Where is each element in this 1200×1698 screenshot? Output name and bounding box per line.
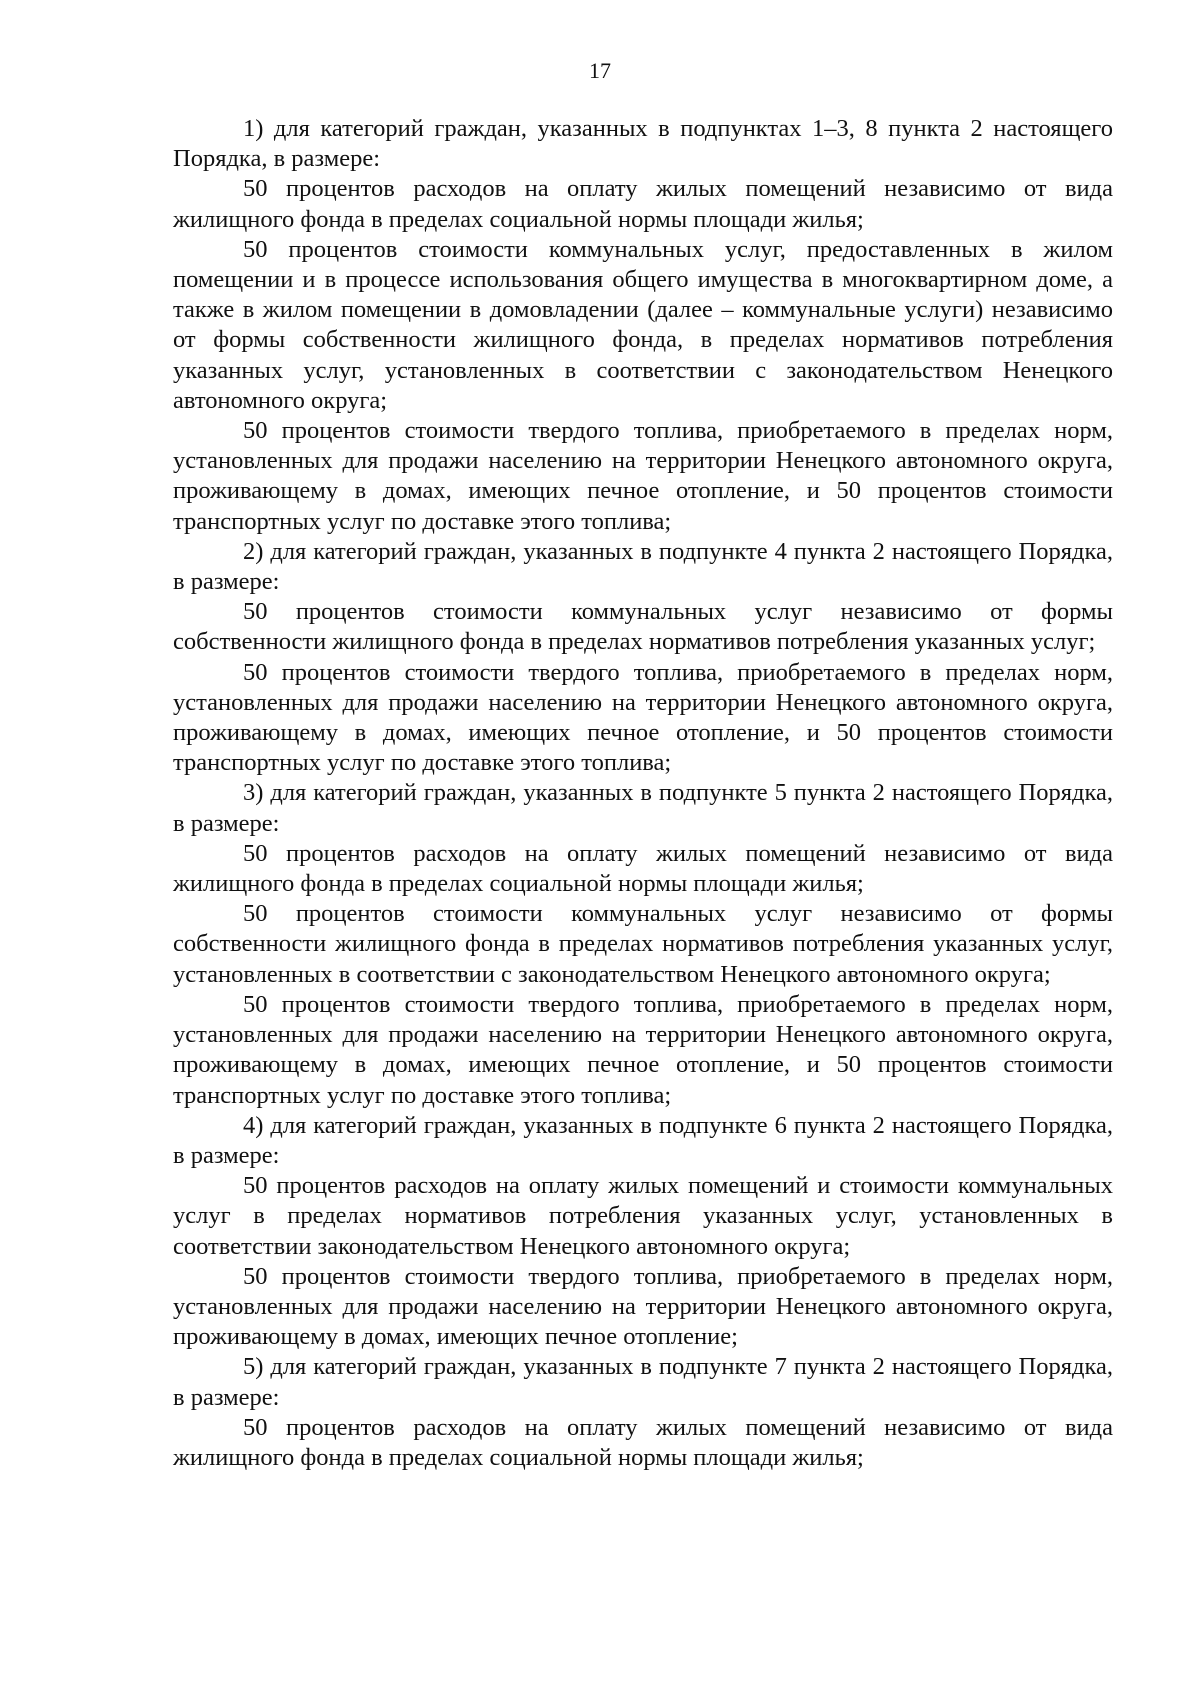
paragraph-solid-fuel: 50 процентов стоимости твердого топлива, приобретаемого в пределах норм, установленных для продажи населению на территории Ненецкого автономного округа, проживающему в домах, имеющих печное отопление;	[173, 1262, 1113, 1351]
paragraph-item-5-header: 5) для категорий граждан, указанных в подпункте 7 пункта 2 настоящего Порядка, в размере:	[173, 1353, 1113, 1411]
paragraph-item-3-header: 3) для категорий граждан, указанных в подпункте 5 пункта 2 настоящего Порядка, в размере:	[173, 779, 1113, 837]
paragraph-solid-fuel: 50 процентов стоимости твердого топлива, приобретаемого в пределах норм, установленных для продажи населению на территории Ненецкого автономного округа, проживающему в домах, имеющих печное отопление, и 50 процентов стоимости транспортных услуг по доставке этого топлива;	[173, 417, 1113, 535]
paragraph-utilities: 50 процентов стоимости коммунальных услуг, предоставленных в жилом помещении и в процессе использования общего имущества в многоквартирном доме, а также в жилом помещении в домовладении (далее – коммунальные услуги) независимо от формы собственности жилищного фонда, в пределах нормативов потребления указанных услуг, установленных в соответствии с законодательством Ненецкого автономного округа;	[173, 235, 1113, 414]
paragraph-solid-fuel: 50 процентов стоимости твердого топлива, приобретаемого в пределах норм, установленных для продажи населению на территории Ненецкого автономного округа, проживающему в домах, имеющих печное отопление, и 50 процентов стоимости транспортных услуг по доставке этого топлива;	[173, 658, 1113, 777]
document-body	[173, 114, 1113, 1473]
paragraph-housing-expenses: 50 процентов расходов на оплату жилых помещений независимо от вида жилищного фонда в пределах социальной нормы площади жилья;	[173, 1413, 1113, 1471]
paragraph-item-1-header: 1) для категорий граждан, указанных в подпунктах 1–3, 8 пункта 2 настоящего Порядка, в размере:	[173, 115, 1113, 173]
paragraph-housing-and-utilities: 50 процентов расходов на оплату жилых помещений и стоимости коммунальных услуг в пределах нормативов потребления указанных услуг, установленных в соответствии законодательством Ненецкого автономного округа;	[173, 1172, 1113, 1260]
paragraph-housing-expenses: 50 процентов расходов на оплату жилых помещений независимо от вида жилищного фонда в пределах социальной нормы площади жилья;	[173, 839, 1113, 898]
paragraph-solid-fuel: 50 процентов стоимости твердого топлива, приобретаемого в пределах норм, установленных для продажи населению на территории Ненецкого автономного округа, проживающему в домах, имеющих печное отопление, и 50 процентов стоимости транспортных услуг по доставке этого топлива;	[173, 990, 1113, 1109]
paragraph-utilities: 50 процентов стоимости коммунальных услуг независимо от формы собственности жилищного фонда в пределах нормативов потребления указанных услуг;	[173, 598, 1113, 656]
paragraph-utilities: 50 процентов стоимости коммунальных услуг независимо от формы собственности жилищного фонда в пределах нормативов потребления указанных услуг, установленных в соответствии с законодательством Ненецкого автономного округа;	[173, 900, 1113, 988]
paragraph-item-2-header: 2) для категорий граждан, указанных в подпункте 4 пункта 2 настоящего Порядка, в размере:	[173, 537, 1113, 596]
paragraph-housing-expenses: 50 процентов расходов на оплату жилых помещений независимо от вида жилищного фонда в пределах социальной нормы площади жилья;	[173, 175, 1113, 233]
paragraph-item-4-header: 4) для категорий граждан, указанных в подпункте 6 пункта 2 настоящего Порядка, в размере:	[173, 1111, 1113, 1169]
page-number: 17	[589, 58, 611, 83]
